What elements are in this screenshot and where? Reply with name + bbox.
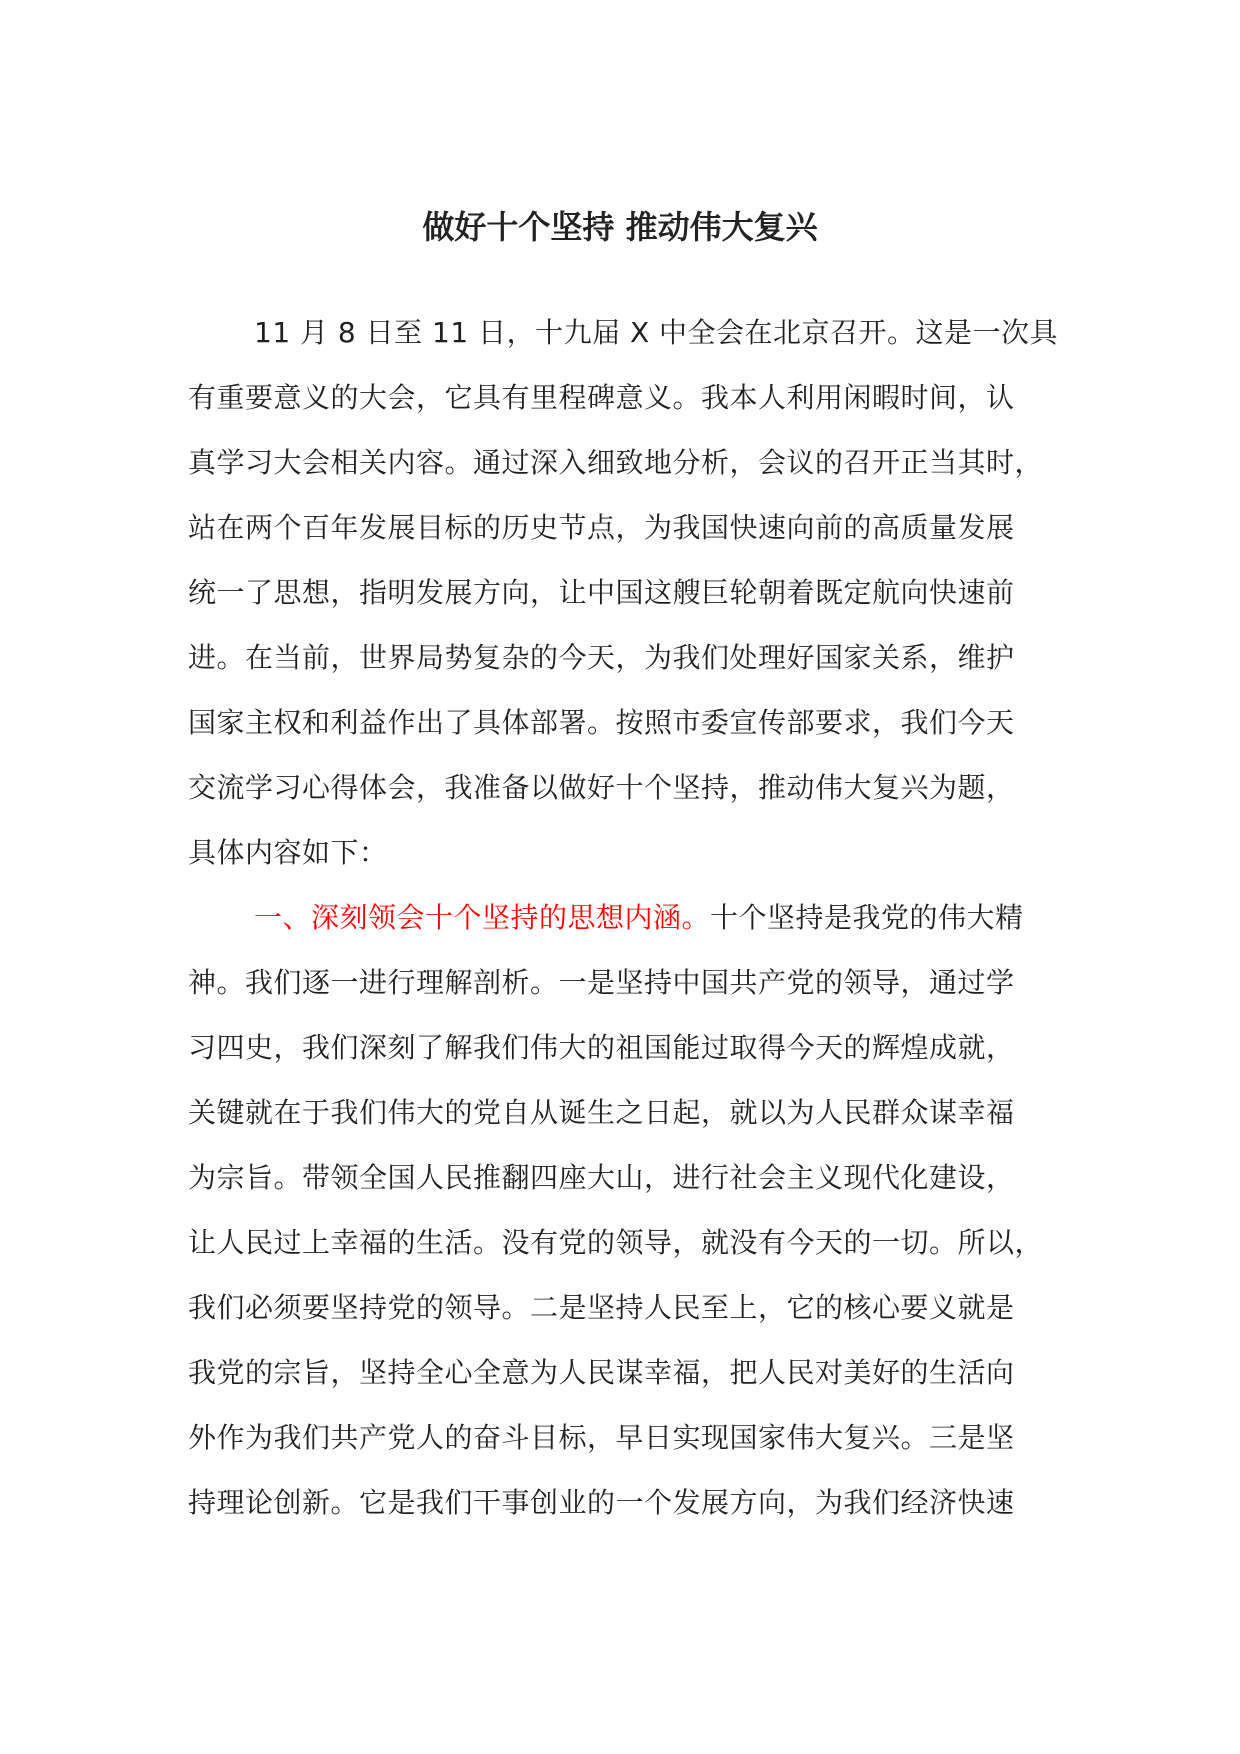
section-heading: 一、深刻领会十个坚持的思想内涵。 bbox=[254, 901, 711, 934]
text-line: 有重要意义的大会，它具有里程碑意义。我本人利用闲暇时间，认 bbox=[188, 381, 1015, 414]
text-line: 进。在当前，世界局势复杂的今天，为我们处理好国家关系，维护 bbox=[188, 641, 1015, 674]
text-line: 让人民过上幸福的生活。没有党的领导，就没有今天的一切。所以， bbox=[188, 1226, 1044, 1259]
text-line: 交流学习心得体会，我准备以做好十个坚持，推动伟大复兴为题， bbox=[188, 771, 1015, 804]
text-line: 持理论创新。它是我们干事创业的一个发展方向，为我们经济快速 bbox=[188, 1486, 1015, 1519]
text-line: 神。我们逐一进行理解剖析。一是坚持中国共产党的领导，通过学 bbox=[188, 966, 1015, 999]
text-line: 我党的宗旨，坚持全心全意为人民谋幸福，把人民对美好的生活向 bbox=[188, 1356, 1015, 1389]
paragraph-intro bbox=[188, 300, 1058, 885]
text-line bbox=[188, 885, 1058, 950]
paragraph-section-one bbox=[188, 885, 1058, 1535]
text-line: 11 月 8 日至 11 日，十九届 X 中全会在北京召开。这是一次具 bbox=[254, 316, 1059, 349]
document-title: 做好十个坚持 推动伟大复兴 bbox=[422, 208, 818, 246]
text-line: 真学习大会相关内容。通过深入细致地分析，会议的召开正当其时， bbox=[188, 446, 1044, 479]
text-line: 统一了思想，指明发展方向，让中国这艘巨轮朝着既定航向快速前 bbox=[188, 576, 1015, 609]
text-line: 习四史，我们深刻了解我们伟大的祖国能过取得今天的辉煌成就， bbox=[188, 1031, 1015, 1064]
text-line: 具体内容如下： bbox=[188, 836, 388, 869]
text-line: 站在两个百年发展目标的历史节点，为我国快速向前的高质量发展 bbox=[188, 511, 1015, 544]
text-line: 外作为我们共产党人的奋斗目标，早日实现国家伟大复兴。三是坚 bbox=[188, 1421, 1015, 1454]
text-line: 国家主权和利益作出了具体部署。按照市委宣传部要求，我们今天 bbox=[188, 706, 1015, 739]
text-line: 我们必须要坚持党的领导。二是坚持人民至上，它的核心要义就是 bbox=[188, 1291, 1015, 1324]
text-line: 关键就在于我们伟大的党自从诞生之日起，就以为人民群众谋幸福 bbox=[188, 1096, 1015, 1129]
text-line: 为宗旨。带领全国人民推翻四座大山，进行社会主义现代化建设， bbox=[188, 1161, 1015, 1194]
section-heading-continuation: 十个坚持是我党的伟大精 bbox=[710, 901, 1024, 934]
